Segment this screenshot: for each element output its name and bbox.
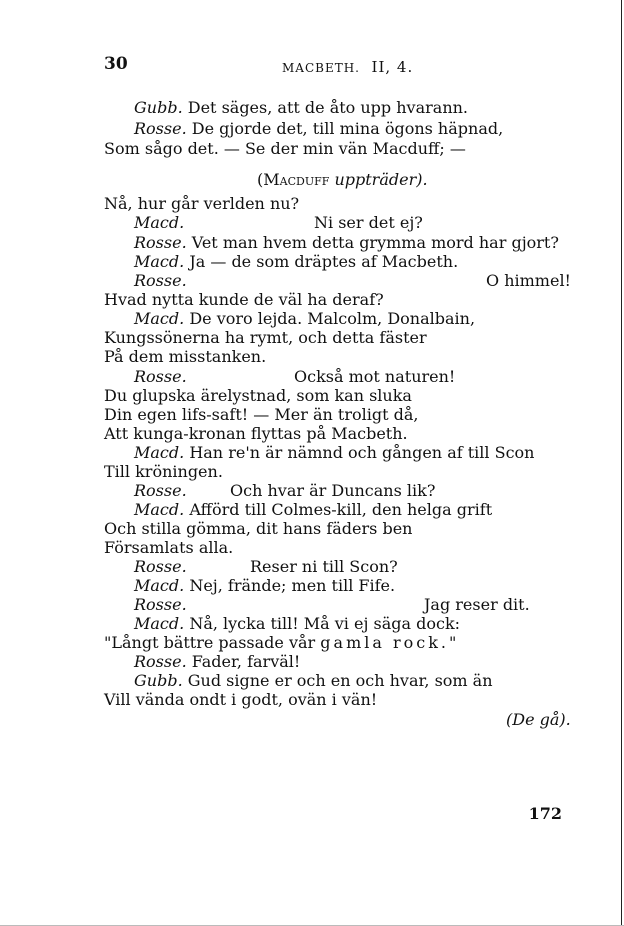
- verse-line: [104, 140, 466, 158]
- act-scene: II, 4.: [371, 58, 414, 76]
- verse-line: [104, 348, 266, 366]
- exit-text: De gå: [512, 710, 560, 729]
- verse-line: [104, 195, 299, 213]
- line-text: Ja — de som dräptes af Macbeth.: [189, 252, 459, 271]
- line-text: Nå, lycka till! Må vi ej säga dock:: [189, 614, 461, 633]
- verse-line: [134, 577, 395, 595]
- line-text: Till kröningen.: [104, 462, 223, 481]
- speaker: Rosse.: [134, 557, 187, 576]
- verse-line: [104, 691, 377, 709]
- verse-line: [134, 310, 475, 328]
- speaker: Macd.: [134, 213, 185, 232]
- verse-line: [134, 213, 423, 232]
- line-text: Och stilla gömma, dit hans fäders ben: [104, 519, 413, 538]
- running-head: [282, 58, 413, 76]
- speaker: Macd.: [134, 576, 185, 595]
- line-text: Ni ser det ej?: [314, 213, 423, 232]
- verse-line: [134, 367, 456, 386]
- direction-verb: uppträder: [334, 170, 417, 189]
- speaker: Gubb.: [134, 98, 183, 117]
- stage-direction: (Macduff uppträder).: [257, 170, 428, 189]
- line-text: Kungssönerna ha rymt, och detta fäster: [104, 328, 427, 347]
- verse-line: [134, 557, 398, 576]
- speaker: Rosse.: [134, 271, 187, 290]
- line-text: Reser ni till Scon?: [250, 557, 398, 576]
- line-text: Vill vända ondt i godt, ovän i vän!: [104, 690, 378, 709]
- speaker: Rosse.: [134, 119, 187, 138]
- verse-line: [134, 672, 493, 690]
- line-text: Du glupska ärelystnad, som kan sluka: [104, 386, 412, 405]
- line-text: De voro lejda. Malcolm, Donalbain,: [189, 309, 476, 328]
- line-text: Afförd till Colmes-kill, den helga grift: [189, 500, 493, 519]
- speaker: Rosse.: [134, 595, 187, 614]
- line-text: Nå, hur går verlden nu?: [104, 194, 300, 213]
- verse-line: [134, 481, 436, 500]
- verse-line: [104, 425, 408, 443]
- line-text: ": [449, 633, 457, 652]
- verse-line: [104, 539, 233, 557]
- line-text: På dem misstanken.: [104, 347, 267, 366]
- verse-line: [134, 120, 503, 138]
- line-text: De gjorde det, till mina ögons häpnad,: [191, 119, 504, 138]
- speaker: Rosse.: [134, 481, 187, 500]
- page-number: 30: [104, 54, 128, 74]
- line-text: Jag reser dit.: [424, 595, 530, 614]
- verse-line: [104, 634, 456, 652]
- speaker: Macd.: [134, 252, 185, 271]
- verse-line: [134, 595, 530, 614]
- line-text: Gud signe er och en och hvar, som än: [187, 671, 493, 690]
- speaker: Macd.: [134, 614, 185, 633]
- verse-line: [134, 615, 460, 633]
- line-text: Nej, frände; men till Fife.: [189, 576, 396, 595]
- line-text: Det säges, att de åto upp hvarann.: [187, 98, 469, 117]
- line-text: Och hvar är Duncans lik?: [230, 481, 436, 500]
- verse-line: [134, 501, 492, 519]
- line-text: Som sågo det. — Se der min vän Macduff; —: [104, 139, 466, 158]
- line-text: Församlats alla.: [104, 538, 234, 557]
- verse-line: [134, 234, 559, 252]
- speaker: Rosse.: [134, 367, 187, 386]
- speaker: Macd.: [134, 443, 185, 462]
- speaker: Rosse.: [134, 652, 187, 671]
- speaker: Rosse.: [134, 233, 187, 252]
- line-text: Också mot naturen!: [294, 367, 456, 386]
- line-text: Att kunga-kronan flyttas på Macbeth.: [104, 424, 408, 443]
- verse-line: [134, 444, 534, 462]
- direction-character: Macduff: [263, 170, 330, 189]
- verse-line: [104, 291, 384, 309]
- spaced-emphasis: gamla rock.: [320, 633, 449, 652]
- speaker: Macd.: [134, 500, 185, 519]
- speaker: Macd.: [134, 309, 185, 328]
- line-text: O himmel!: [486, 271, 571, 290]
- line-text: Vet man hvem detta grymma mord har gjort?: [191, 233, 559, 252]
- verse-line: [104, 520, 412, 538]
- play-title: MACBETH.: [282, 61, 360, 75]
- printer-signature: 172: [528, 804, 562, 823]
- line-text: Han re'n är nämnd och gången af till Scon: [189, 443, 535, 462]
- verse-line: [134, 99, 468, 117]
- verse-line: [104, 463, 223, 481]
- verse-line: [134, 653, 300, 671]
- line-text: "Långt bättre passade vår: [104, 633, 321, 652]
- speaker: Gubb.: [134, 671, 183, 690]
- line-text: Hvad nytta kunde de väl ha deraf?: [104, 290, 384, 309]
- verse-line: [104, 329, 427, 347]
- line-text: Din egen lifs-saft! — Mer än troligt då,: [104, 405, 419, 424]
- verse-line: [104, 406, 418, 424]
- exit-direction: (De gå).: [506, 710, 571, 729]
- line-text: Fader, farväl!: [191, 652, 301, 671]
- verse-line: [104, 387, 412, 405]
- verse-line: [134, 271, 571, 290]
- page-edge: [621, 0, 622, 926]
- verse-line: [134, 253, 458, 271]
